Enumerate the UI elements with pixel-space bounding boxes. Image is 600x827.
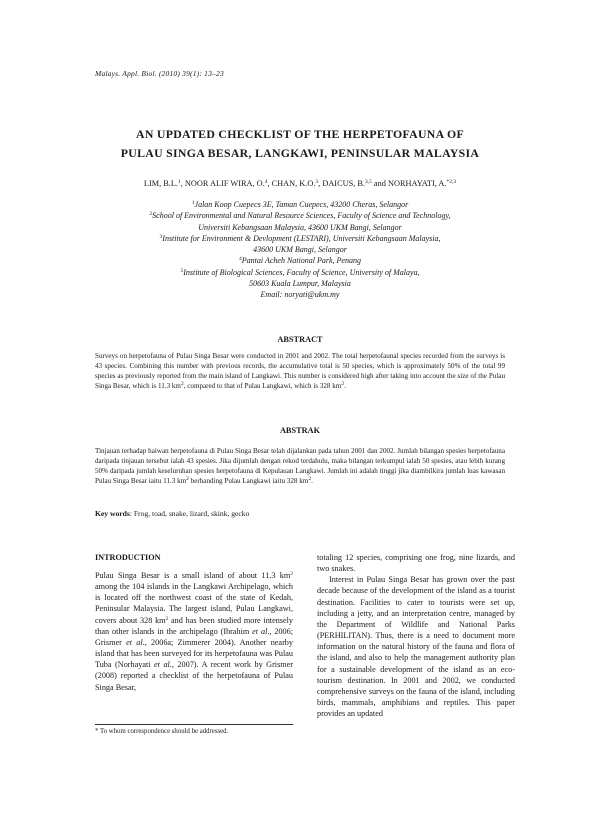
affiliation-line: Universiti Kebangsaan Malaysia, 43600 UKM Bangi, Selangor — [198, 222, 402, 232]
author-sup: 4 — [264, 179, 268, 185]
affiliation-line: $^4$Pantai Acheh National Park, Penang — [239, 256, 361, 266]
abstrak-heading: ABSTRAK — [279, 426, 321, 435]
affiliation-line: $^5$Institute of Biological Sciences, Faculty of Science, University of Malaya, — [180, 267, 420, 277]
intro-right-column — [317, 552, 515, 719]
affiliation-line: $^2$School of Environmental and Natural Resource Sciences, Faculty of Science and Technology, — [149, 211, 451, 221]
abstract-heading: ABSTRACT — [277, 335, 323, 344]
abstrak-text: Tinjauan terhadap haiwan herpetofauna di Pulau Singa Besar telah dijalankan pada tahun 2001 dan 2002. Jumlah bilangan spesies herpetofauna daripada tinjauan tersebut ialah 43 spesies. Jika dijumlah dengan rekod terdahulu, maka bilangan terkumpul ialah 50 spesies, atau lebih kurang 50% daripada jumlah keseluruhan spesies herpetofauna di Kepulauan Langkawi. Jumlah ini adalah tinggi jika diambilkira jumlah luas kawasan Pulau Singa Besar iaitu 11.3 $km^2$ berbanding Pulau Langkawi iaitu 328 $km^2$. — [95, 447, 505, 485]
intro-left-column — [95, 570, 293, 693]
affiliation-list — [80, 199, 520, 301]
abstract-text: Surveys on herpetofauna of Pulau Singa Besar were conducted in 2001 and 2002. The total herpetofaunal species recorded from the surveys is 43 species. Combining this number with previous records, the accumulative total is 50 species, which is approximately 50% of the total 99 species as previously reported from the main island of Langkawi. This number is considered high after taking into account the size of the Pulau Singa Besar, which is 11.3 $km^2$, compared to that of Pulau Langkawi, which is 328 $km^2$. — [95, 352, 505, 390]
affiliation-line: 43600 UKM Bangi, Selangor — [253, 245, 347, 255]
title-line-1: AN UPDATED CHECKLIST OF THE HERPETOFAUNA OF — [136, 127, 464, 141]
author-name: DAICUS, B. — [322, 179, 365, 188]
footnote-divider — [95, 724, 293, 725]
affiliation-line: $^3$Institute for Environment & Devlopment (LESTARI), Universiti Kebangsaan Malaysia, — [159, 233, 441, 243]
author-sup: 3,5 — [364, 179, 372, 185]
affiliation-line: $^1$Jalan Koop Cuepecs 3E, Taman Cuepecs, 43200 Cheras, Selangor — [191, 200, 409, 209]
intro-paragraph-2: Interest in Pulau Singa Besar has grown over the past decade because of the development of the island as a tourist destination. Facilities to cater to tourists were set up, including a jetty, and an interpretation centre, managed by the Department of Wildlife and National Parks (PERHILITAN). Thus, there is a need to document more information on the natural history of the fauna and flora of the island, and also to help the management authority plan for a sustainable development of the island as an eco-tourism destination. In 2001 and 2002, we conducted comprehensive surveys on the fauna of the island, including birds, mammals, amphibians and reptiles. This paper provides an updated — [317, 575, 515, 719]
author-name: LIM, B.L. — [143, 179, 178, 188]
intro-paragraph-1-cont: totaling 12 species, comprising one frog, nine lizards, and two snakes. — [317, 553, 515, 574]
author-name: CHAN, K.O. — [271, 179, 316, 188]
author-sup: 3 — [315, 179, 319, 185]
journal-citation: Malays. Appl. Biol. (2010) 39(1): 13–23 — [95, 69, 224, 78]
author-sup: *2,3 — [446, 179, 457, 185]
keywords — [95, 509, 505, 518]
keywords-text: : Frog, toad, snake, lizard, skink, gecko — [129, 509, 250, 518]
footnote: * To whom correspondence should be addressed. — [95, 728, 229, 735]
author-name: NORHAYATI, A. — [388, 179, 447, 188]
introduction-heading: INTRODUCTION — [95, 553, 161, 562]
intro-paragraph-1: Pulau Singa Besar is a small island of about 11.3 $km^2$ among the 104 islands in the Langkawi Archipelago, which is located off the northwest coast of the state of Kedah, Peninsular Malaysia. The largest island, Pulau Langkawi, covers about 328 $km^2$ and has been studied more intensely than other islands in the archipelago (Ibrahim et al., 2006; Grismer et al., 2006a; Zimmerer 2004). Another nearby island that has been surveyed for its herpetofauna was Pulau Tuba (Norhayati et al., 2007). A recent work by Grismer (2008) reported a checklist of the herpetofauna of Pulau Singa Besar, — [95, 571, 294, 692]
email-line: Email: noryati@ukm.my — [260, 290, 340, 300]
author-list: LIM, B.L.$^1$, NOOR ALIF WIRA, O.$^4$, CHAN, K.O.$^3$, DAICUS, B.$^{3,5}$ and NORHAYATI, A.$^{*2,3}$ — [143, 179, 457, 188]
affiliation-line: 50603 Kuala Lumpur, Malaysia — [249, 279, 351, 289]
title-line-2: PULAU SINGA BESAR, LANGKAWI, PENINSULAR MALAYSIA — [120, 146, 480, 160]
author-sup: 1 — [177, 179, 181, 185]
author-name: NOOR ALIF WIRA, O. — [184, 179, 265, 188]
paper-title — [60, 125, 540, 163]
keywords-label: Key words — [95, 509, 130, 518]
